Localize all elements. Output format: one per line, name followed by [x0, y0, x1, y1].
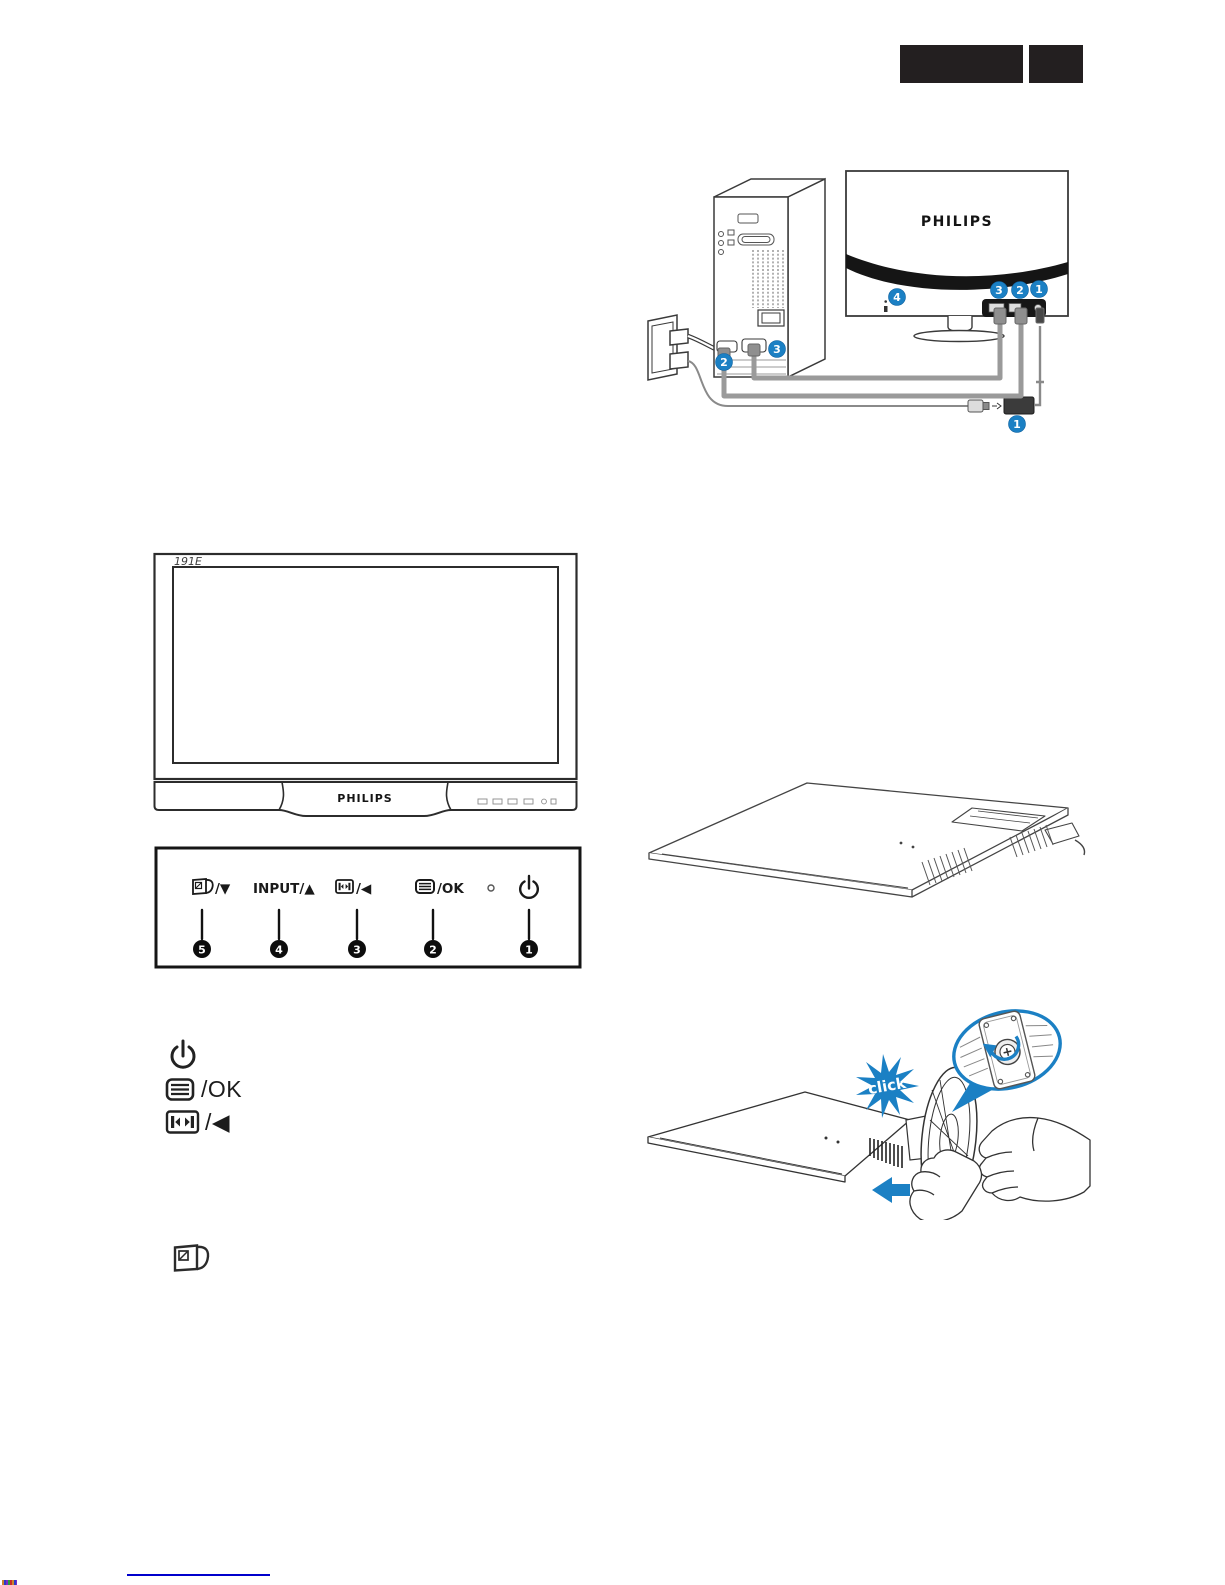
button-5-label: /▼: [215, 881, 231, 897]
philips-wordmark: PHILIPS: [337, 792, 393, 805]
callout-adapter: 1: [1013, 418, 1021, 431]
click-label: click: [866, 1073, 908, 1099]
connection-diagram: [640, 150, 1090, 450]
footer-link-underline[interactable]: [127, 1574, 270, 1576]
base-assembly-illustration: [620, 990, 1100, 1220]
detail-inset: [945, 1000, 1068, 1112]
badge-3: 3: [353, 943, 361, 957]
slab-vent: [870, 1138, 902, 1168]
page-artifact: [2, 1580, 17, 1585]
adapter-to-monitor-cord: [1034, 326, 1044, 405]
front-view-illustration: [140, 528, 590, 828]
philips-wordmark: PHILIPS: [920, 214, 994, 230]
stand-base: [914, 331, 1004, 342]
callout-pc-dvi: 3: [773, 343, 781, 356]
smartimage-section-icon: [170, 1240, 212, 1281]
callout-dvi: 3: [995, 284, 1003, 297]
badge-2: 2: [429, 943, 437, 957]
legend-format-label: /◀: [205, 1108, 231, 1135]
legend-menu-ok: [165, 1076, 242, 1103]
power-adapter-icon: [1004, 397, 1034, 414]
flat-monitor-illustration: [620, 740, 1100, 920]
badge-4: 4: [275, 943, 283, 957]
legend-power: [168, 1038, 198, 1072]
menu-icon: [165, 1077, 197, 1103]
nav-button-secondary[interactable]: [1029, 45, 1083, 83]
monitor-back-icon: [846, 171, 1068, 342]
power-icon: [168, 1038, 198, 1072]
wall-outlet-icon: [648, 315, 688, 380]
base-assembly-view: [620, 990, 1100, 1220]
format-icon: [165, 1108, 201, 1136]
adapter-plug-icon: [968, 400, 1001, 412]
callout-power: 1: [1035, 283, 1043, 296]
button-4-label: INPUT/▲: [253, 881, 315, 897]
button-3-label: /◀: [356, 881, 372, 897]
badge-1: 1: [525, 943, 533, 957]
legend-format: [165, 1108, 230, 1136]
legend-menu-ok-label: /OK: [201, 1076, 243, 1102]
push-direction-arrow: [872, 1177, 910, 1203]
smartimage-icon: [170, 1240, 212, 1276]
monitor-flat-view: [620, 740, 1100, 920]
control-panel-diagram: [140, 836, 590, 971]
stand-neck: [948, 316, 972, 332]
callout-vga: 2: [1016, 284, 1024, 297]
connection-diagram-illustration: [640, 150, 1090, 450]
nav-button-primary[interactable]: [900, 45, 1023, 83]
monitor-front-view: [140, 528, 590, 828]
control-panel-illustration: [140, 836, 590, 971]
button-2-label: /OK: [437, 881, 464, 897]
callout-pc-vga: 2: [720, 356, 728, 369]
badge-5: 5: [198, 943, 206, 957]
callout-kensington: 4: [893, 291, 901, 304]
model-label: 191E: [174, 555, 202, 568]
